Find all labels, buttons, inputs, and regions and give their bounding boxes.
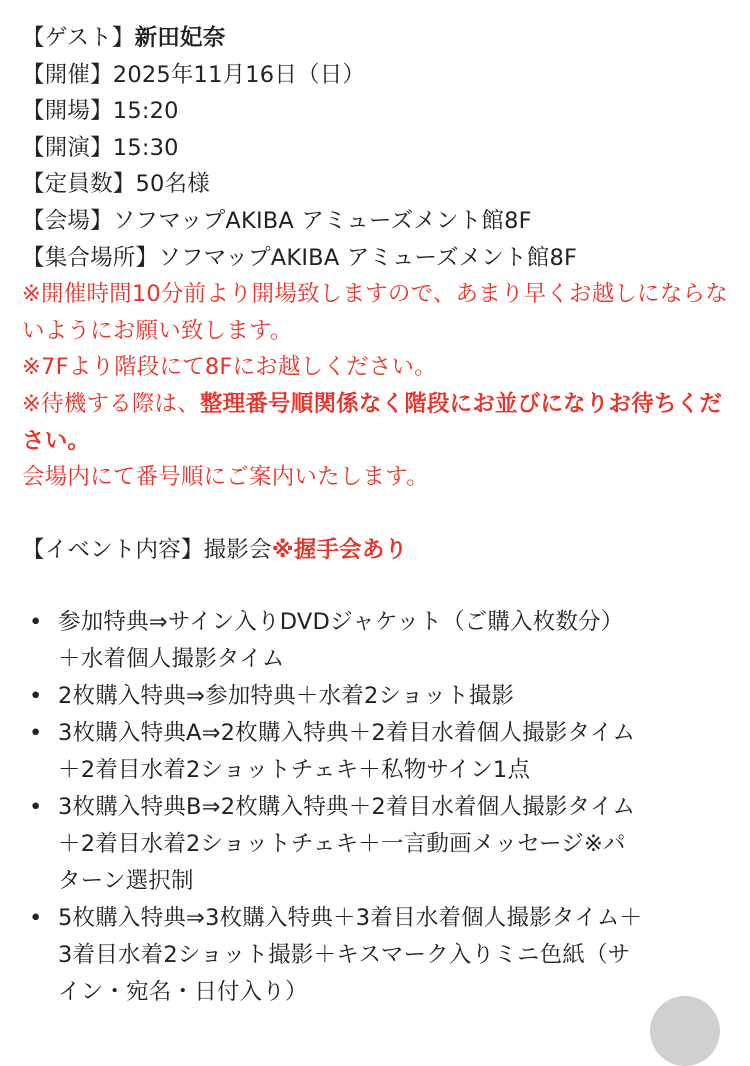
bullet-icon: • bbox=[29, 720, 43, 747]
guest-line bbox=[22, 20, 734, 57]
handshake-highlight: ※握手会あり bbox=[271, 536, 408, 563]
event-document bbox=[22, 20, 734, 1011]
spacer bbox=[22, 496, 734, 532]
perk-item bbox=[22, 789, 734, 900]
perk-line: 5枚購入特典⇒3枚購入特典＋3着目水着個人撮影タイム＋ bbox=[58, 905, 643, 932]
notice-guidance: 会場内にて番号順にご案内いたします。 bbox=[22, 464, 429, 491]
start-line: 【開演】15:30 bbox=[22, 134, 179, 161]
perk-item bbox=[22, 604, 734, 678]
date-line: 【開催】2025年11月16日（日） bbox=[22, 61, 366, 88]
perk-line: ＋水着個人撮影タイム bbox=[58, 646, 285, 673]
doors-line: 【開場】15:20 bbox=[22, 98, 179, 125]
guest-label: 【ゲスト】 bbox=[22, 25, 135, 51]
notice-waiting-prefix: ※待機する際は、 bbox=[22, 390, 200, 417]
meeting-place-line: 【集合場所】ソフマップAKIBA アミューズメント館8F bbox=[22, 244, 578, 271]
bullet-icon: • bbox=[29, 794, 43, 821]
spacer bbox=[22, 568, 734, 604]
event-content-line bbox=[22, 532, 734, 569]
perk-line: 3枚購入特典B⇒2枚購入特典＋2着目水着個人撮影タイム bbox=[58, 794, 636, 821]
perk-item bbox=[22, 678, 734, 715]
event-content-label: 【イベント内容】撮影会 bbox=[22, 536, 272, 563]
perk-line: 2枚購入特典⇒参加特典＋水着2ショット撮影 bbox=[58, 683, 515, 710]
bullet-icon: • bbox=[29, 683, 43, 710]
perk-line: 3着目水着2ショット撮影＋キスマーク入りミニ色紙（サ bbox=[58, 942, 631, 969]
scroll-button[interactable] bbox=[650, 996, 720, 1066]
capacity-line: 【定員数】50名様 bbox=[22, 171, 210, 198]
perk-item bbox=[22, 715, 734, 789]
perk-list bbox=[22, 604, 734, 1011]
perk-line: イン・宛名・日付入り） bbox=[58, 979, 308, 1006]
notice-stairs: ※7Fより階段にて8Fにお越しください。 bbox=[22, 354, 437, 381]
notice-waiting-bold: 整理番号順関係なく階段にお並びになりお待ちください。 bbox=[22, 390, 723, 454]
bullet-icon: • bbox=[29, 609, 43, 636]
venue-line: 【会場】ソフマップAKIBA アミューズメント館8F bbox=[22, 207, 532, 234]
notice-early-arrival: ※開催時間10分前より開場致しますので、あまり早くお越しにならないようにお願い致します。 bbox=[22, 281, 728, 344]
perk-line: 参加特典⇒サイン入りDVDジャケット（ご購入枚数分） bbox=[58, 609, 624, 636]
bullet-icon: • bbox=[29, 905, 43, 932]
perk-item bbox=[22, 900, 734, 1011]
perk-line: 3枚購入特典A⇒2枚購入特典＋2着目水着個人撮影タイム bbox=[58, 720, 636, 747]
guest-name: 新田妃奈 bbox=[134, 25, 226, 51]
perk-line: ＋2着目水着2ショットチェキ＋一言動画メッセージ※パ bbox=[58, 831, 626, 858]
notice-waiting bbox=[22, 386, 734, 459]
perk-line: ターン選択制 bbox=[58, 868, 194, 895]
perk-line: ＋2着目水着2ショットチェキ＋私物サイン1点 bbox=[58, 757, 531, 784]
